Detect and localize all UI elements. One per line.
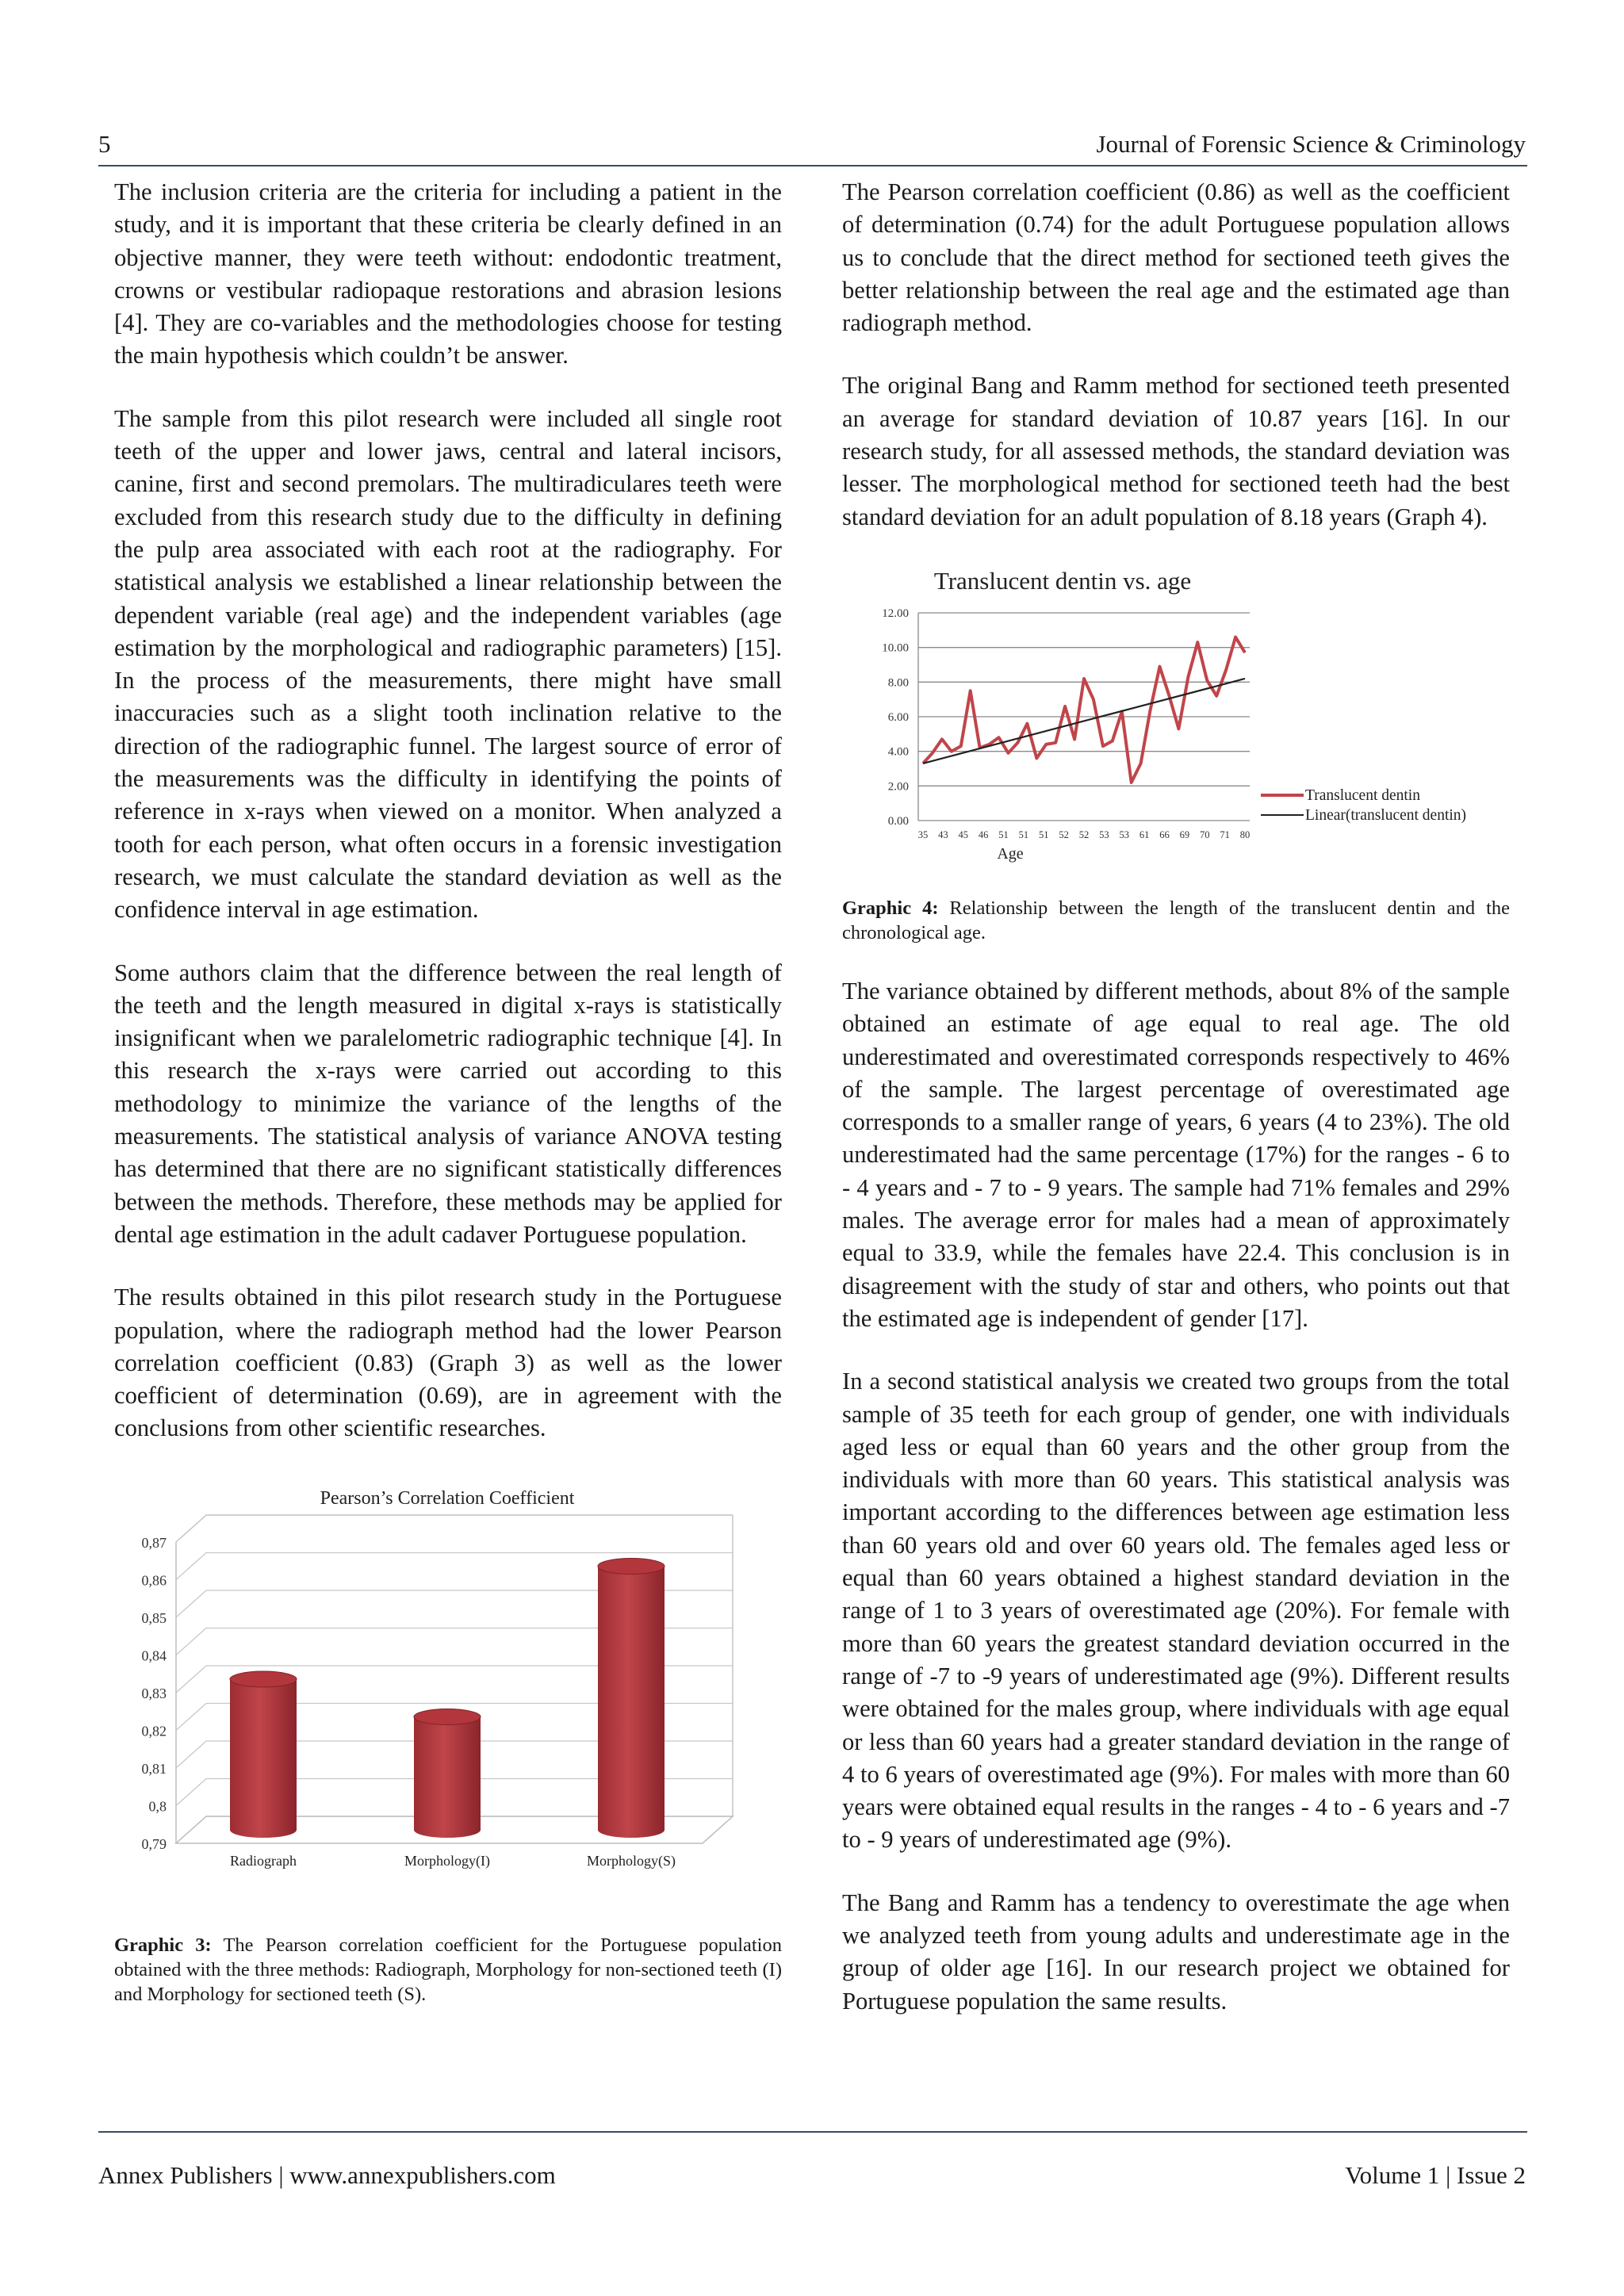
x-tick-label: 66	[1159, 828, 1170, 840]
paragraph: The Bang and Ramm has a tendency to overestimate the age when we analyzed teeth from young adults and underestimate age in the group of older age [16]. In our research project we obtained for Portuguese population the same results.	[842, 1888, 1510, 2015]
caption-text: The Pearson correlation coefficient for the Portuguese population obtained with the three methods: Radiograph, Morphology for non-sectioned teeth (I) and Morphology for sectioned teeth (S).	[114, 1934, 782, 2005]
x-tick-label: 46	[978, 828, 989, 840]
y-tick-label: 0,83	[141, 1685, 167, 1701]
y-tick-label: 0.00	[887, 814, 909, 828]
x-tick-label: 69	[1179, 828, 1190, 840]
x-axis-label: Age	[997, 844, 1024, 863]
y-tick-label: 0,86	[141, 1572, 167, 1589]
x-tick-label: Morphology(S)	[587, 1852, 676, 1869]
x-tick-label: 53	[1099, 828, 1109, 840]
y-tick-label: 0,84	[141, 1647, 167, 1664]
footer-rule	[98, 2131, 1527, 2133]
caption-label: Graphic 4:	[842, 897, 939, 919]
graphic-4	[842, 561, 1510, 945]
journal-title: Journal of Forensic Science & Criminology	[1096, 130, 1526, 158]
caption-text: Relationship between the length of the translucent dentin and the chronological age.	[842, 897, 1511, 943]
left-column	[114, 176, 782, 2007]
paragraph: Some authors claim that the difference between the real length of the teeth and the length measured in digital x-rays is statistically insignificant when we paralelometric radiographic technique [4]. In this research the x-rays were carried out according to this methodology to minimize the variance of the lengths of the measurements. The statistical analysis of variance ANOVA testing has determined that there are no significant statistically differences between the methods. Therefore, these methods may be applied for dental age estimation in the adult cadaver Portuguese population.	[114, 959, 782, 1248]
header-rule	[98, 165, 1527, 166]
paragraph: The sample from this pilot research were included all single root teeth of the upper and lower jaws, central and lateral incisors, canine, first and second premolars. The multiradiculares teeth were excluded from this research study due to the difficulty in defining the pulp area associated with each root at the radiography. For statistical analysis we established a linear relationship between the dependent variable (real age) and the independent variables (age estimation by the morphological and radiographic parameters) [15]. In the process of the measurements, there might have small inaccuracies such as a slight tooth inclination relative to the direction of the radiographic funnel. The largest source of error of the measurements was the difficulty in identifying the points of reference in x-rays when viewed on a monitor. When analyzed a tooth for each person, what often occurs in a forensic investigation research, we must calculate the standard deviation as well as the confidence interval in age estimation.	[114, 404, 782, 924]
graphic-4-caption	[842, 896, 1510, 945]
x-tick-label: 43	[938, 828, 948, 840]
x-tick-label: 51	[998, 828, 1009, 840]
paragraph: The inclusion criteria are the criteria for including a patient in the study, and it is important that these criteria be clearly defined in an objective manner, they were teeth without: endodontic treatment, crowns or vestibular radiopaque restorations and abrasion lesions [4]. They are co-variables and the methodologies choose for testing the main hypothesis which couldn’t be answer.	[114, 178, 782, 369]
y-tick-label: 0,81	[141, 1760, 167, 1777]
page-number: 5	[98, 130, 111, 158]
x-tick-label: 35	[917, 828, 929, 840]
paragraph: The Pearson correlation coefficient (0.86) as well as the coefficient of determination (0.74) for the adult Portuguese population allows us to conclude that the direct method for sectioned teeth gives the better relationship between the real age and the estimated age than radiograph method.	[842, 178, 1510, 337]
x-tick-label: Morphology(I)	[404, 1852, 490, 1869]
paragraph: In a second statistical analysis we created two groups from the total sample of 35 teeth for each group of gender, one with individuals aged less or equal than 60 years and the other group from the individuals with more than 60 years. This statistical analysis was important according to the differences between age estimation less than 60 years old and over 60 years old. The females aged less or equal than 60 years obtained a highest standard deviation in the range of 1 to 3 years of overestimated age (20%). For female with more than 60 years the greatest standard deviation occurred in the range of -7 to -9 years of underestimated age (9%). Different results were obtained for the males group, where individuals with age equal or less than 60 years had a greater standard deviation in the range of 4 to 6 years of overestimated age (9%). For males with more than 60 years were obtained equal results in the ranges - 4 to - 6 years and -7 to - 9 years of underestimated age (9%).	[842, 1368, 1510, 1854]
bar-top	[414, 1709, 481, 1724]
bar-top	[230, 1671, 297, 1687]
x-tick-label: 80	[1239, 828, 1251, 840]
chart-title: Pearson’s Correlation Coefficient	[320, 1487, 575, 1509]
paragraph: The variance obtained by different methods, about 8% of the sample obtained an estimate of age equal to real age. The old underestimated and overestimated corresponds respectively to 46% of the sample. The largest percentage of overestimated age corresponds to a smaller range of years, 6 years (4 to 23%). The old underestimated had the same percentage (17%) for the ranges - 6 to - 4 years and - 7 to - 9 years. The sample had 71% females and 29% males. The average error for males had a mean of approximately equal to 33.9, while the females have 22.4. This conclusion is in disagreement with the study of star and others, who points out that the estimated age is independent of gender [17].	[842, 977, 1510, 1332]
x-tick-label: Radiograph	[230, 1852, 297, 1869]
graphic-3	[114, 1487, 782, 2007]
y-tick-label: 0,87	[141, 1534, 167, 1551]
y-tick-label: 2.00	[887, 780, 909, 794]
y-tick-label: 0,82	[141, 1723, 167, 1739]
x-tick-label: 51	[1039, 828, 1049, 840]
x-tick-label: 71	[1220, 828, 1230, 840]
pearson-bar-chart	[114, 1487, 782, 1915]
x-tick-label: 45	[958, 828, 968, 840]
x-tick-label: 51	[1018, 828, 1029, 840]
footer-volume: Volume 1 | Issue 2	[1345, 2161, 1526, 2189]
bar-radiograph	[230, 1671, 297, 1838]
y-tick-label: 6.00	[887, 710, 909, 724]
footer-publisher: Annex Publishers | www.annexpublishers.com	[98, 2161, 556, 2189]
translucent-dentin-line-chart	[842, 561, 1510, 894]
bar-body	[414, 1716, 481, 1838]
y-tick-label: 0,8	[148, 1798, 167, 1815]
legend-label: Translucent dentin	[1305, 786, 1420, 804]
bar-body	[598, 1566, 665, 1838]
y-tick-label: 4.00	[887, 745, 909, 759]
caption-label: Graphic 3:	[114, 1934, 212, 1956]
bar-body	[230, 1679, 297, 1838]
y-tick-label: 12.00	[882, 607, 909, 620]
x-tick-label: 52	[1078, 828, 1090, 840]
back-wall-edge	[176, 1515, 733, 1542]
bar-morphologyi	[414, 1709, 481, 1838]
paragraph: The results obtained in this pilot research study in the Portuguese population, where the radiograph method had the lower Pearson correlation coefficient (0.83) (Graph 3) as well as the lower coefficient of determination (0.69), are in agreement with the conclusions from other scientific researches.	[114, 1284, 782, 1442]
series-translucent-dentin	[923, 637, 1245, 783]
y-tick-label: 0,85	[141, 1609, 167, 1626]
chart-title: Translucent dentin vs. age	[933, 566, 1192, 595]
right-column	[842, 176, 1510, 2048]
legend-label: Linear(translucent dentin)	[1305, 806, 1467, 824]
gridline	[176, 1515, 733, 1542]
bar-top	[598, 1558, 665, 1574]
y-tick-label: 8.00	[887, 676, 909, 690]
graphic-3-caption	[114, 1933, 782, 2007]
y-tick-label: 0,79	[141, 1835, 167, 1852]
y-tick-label: 10.00	[882, 641, 909, 655]
x-tick-label: 52	[1059, 828, 1069, 840]
paragraph: The original Bang and Ramm method for sectioned teeth presented an average for standard deviation of 10.87 years [16]. In our research study, for all assessed methods, the standard deviation was lesser. The morphological method for sectioned teeth had the best standard deviation for an adult population of 8.18 years (Graph 4).	[842, 372, 1510, 530]
bar-morphologys	[598, 1558, 665, 1838]
x-tick-label: 61	[1139, 828, 1150, 840]
x-tick-label: 53	[1119, 828, 1129, 840]
x-tick-label: 70	[1200, 828, 1210, 840]
